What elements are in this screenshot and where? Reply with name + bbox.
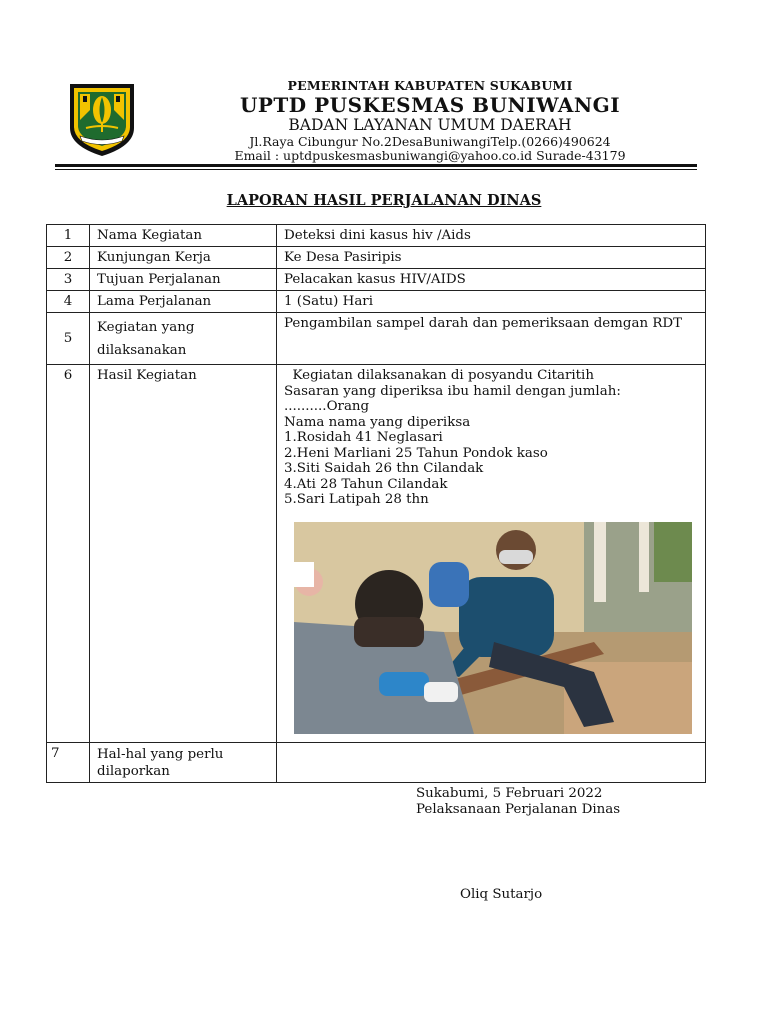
letterhead-government: PEMERINTAH KABUPATEN SUKABUMI xyxy=(287,78,573,93)
row-number: 2 xyxy=(47,247,90,269)
table-row xyxy=(47,269,706,291)
letterhead-institution: UPTD PUSKESMAS BUNIWANGI xyxy=(239,93,621,117)
row-label-line: dilaksanakan xyxy=(97,343,187,358)
table-row xyxy=(47,225,706,247)
row-number: 1 xyxy=(47,225,90,247)
result-line: Sasaran yang diperiksa ibu hamil dengan jumlah: xyxy=(284,383,621,399)
letterhead-rule xyxy=(55,164,697,167)
row-label: Tujuan Perjalanan xyxy=(90,269,277,291)
result-line: ..........Orang xyxy=(284,399,370,414)
row-label: Nama Kegiatan xyxy=(90,225,277,247)
activity-photo xyxy=(294,522,692,734)
row-value: Deteksi dini kasus hiv /Aids xyxy=(277,225,706,247)
letterhead-rule-thin xyxy=(55,169,697,170)
table-row xyxy=(47,291,706,313)
result-line: Kegiatan dilaksanakan di posyandu Citaritih xyxy=(284,368,594,383)
row-value: Pelacakan kasus HIV/AIDS xyxy=(277,269,706,291)
row-label: Kunjungan Kerja xyxy=(90,247,277,269)
result-line: 3.Siti Saidah 26 thn Cilandak xyxy=(284,461,484,476)
row-value: Pengambilan sampel darah dan pemeriksaan demgan RDT xyxy=(277,313,706,365)
result-line: 4.Ati 28 Tahun Cilandak xyxy=(284,476,448,492)
result-line: 5.Sari Latipah 28 thn xyxy=(284,492,429,507)
table-row xyxy=(47,365,706,743)
row-label xyxy=(90,313,277,365)
row-value xyxy=(277,742,706,782)
row-value: Ke Desa Pasiripis xyxy=(277,247,706,269)
report-title: LAPORAN HASIL PERJALANAN DINAS xyxy=(226,192,542,209)
letterhead-address: Jl.Raya Cibungur No.2DesaBuniwangiTelp.(0266)490624 xyxy=(249,134,611,149)
row-number: 6 xyxy=(47,365,90,743)
row-number: 7 xyxy=(47,742,90,782)
result-line: 1.Rosidah 41 Neglasari xyxy=(284,430,443,445)
signature-name: Oliq Sutarjo xyxy=(460,887,543,902)
row-number: 4 xyxy=(47,291,90,313)
row-label-line: Hal-hal yang perlu xyxy=(97,746,224,762)
row-label: Lama Perjalanan xyxy=(90,291,277,313)
table-row xyxy=(47,247,706,269)
result-line: Nama nama yang diperiksa xyxy=(284,414,471,430)
row-number: 5 xyxy=(47,313,90,365)
row-value-results xyxy=(277,365,706,743)
row-label: Hasil Kegiatan xyxy=(90,365,277,743)
sukabumi-regency-logo xyxy=(66,80,138,158)
row-value: 1 (Satu) Hari xyxy=(277,291,706,313)
table-row xyxy=(47,742,706,782)
signature-place-date: Sukabumi, 5 Februari 2022 xyxy=(416,786,603,801)
row-label xyxy=(90,742,277,782)
signature-role: Pelaksanaan Perjalanan Dinas xyxy=(416,802,621,817)
row-label-line: dilaporkan xyxy=(97,763,170,779)
row-label-line: Kegiatan yang xyxy=(97,320,195,335)
report-table xyxy=(46,224,706,783)
row-number: 3 xyxy=(47,269,90,291)
result-line: 2.Heni Marliani 25 Tahun Pondok kaso xyxy=(284,445,548,461)
letterhead-status: BADAN LAYANAN UMUM DAERAH xyxy=(288,116,572,134)
letterhead-email: Email : uptdpuskesmasbuniwangi@yahoo.co.id Surade-43179 xyxy=(234,148,626,163)
table-row xyxy=(47,313,706,365)
